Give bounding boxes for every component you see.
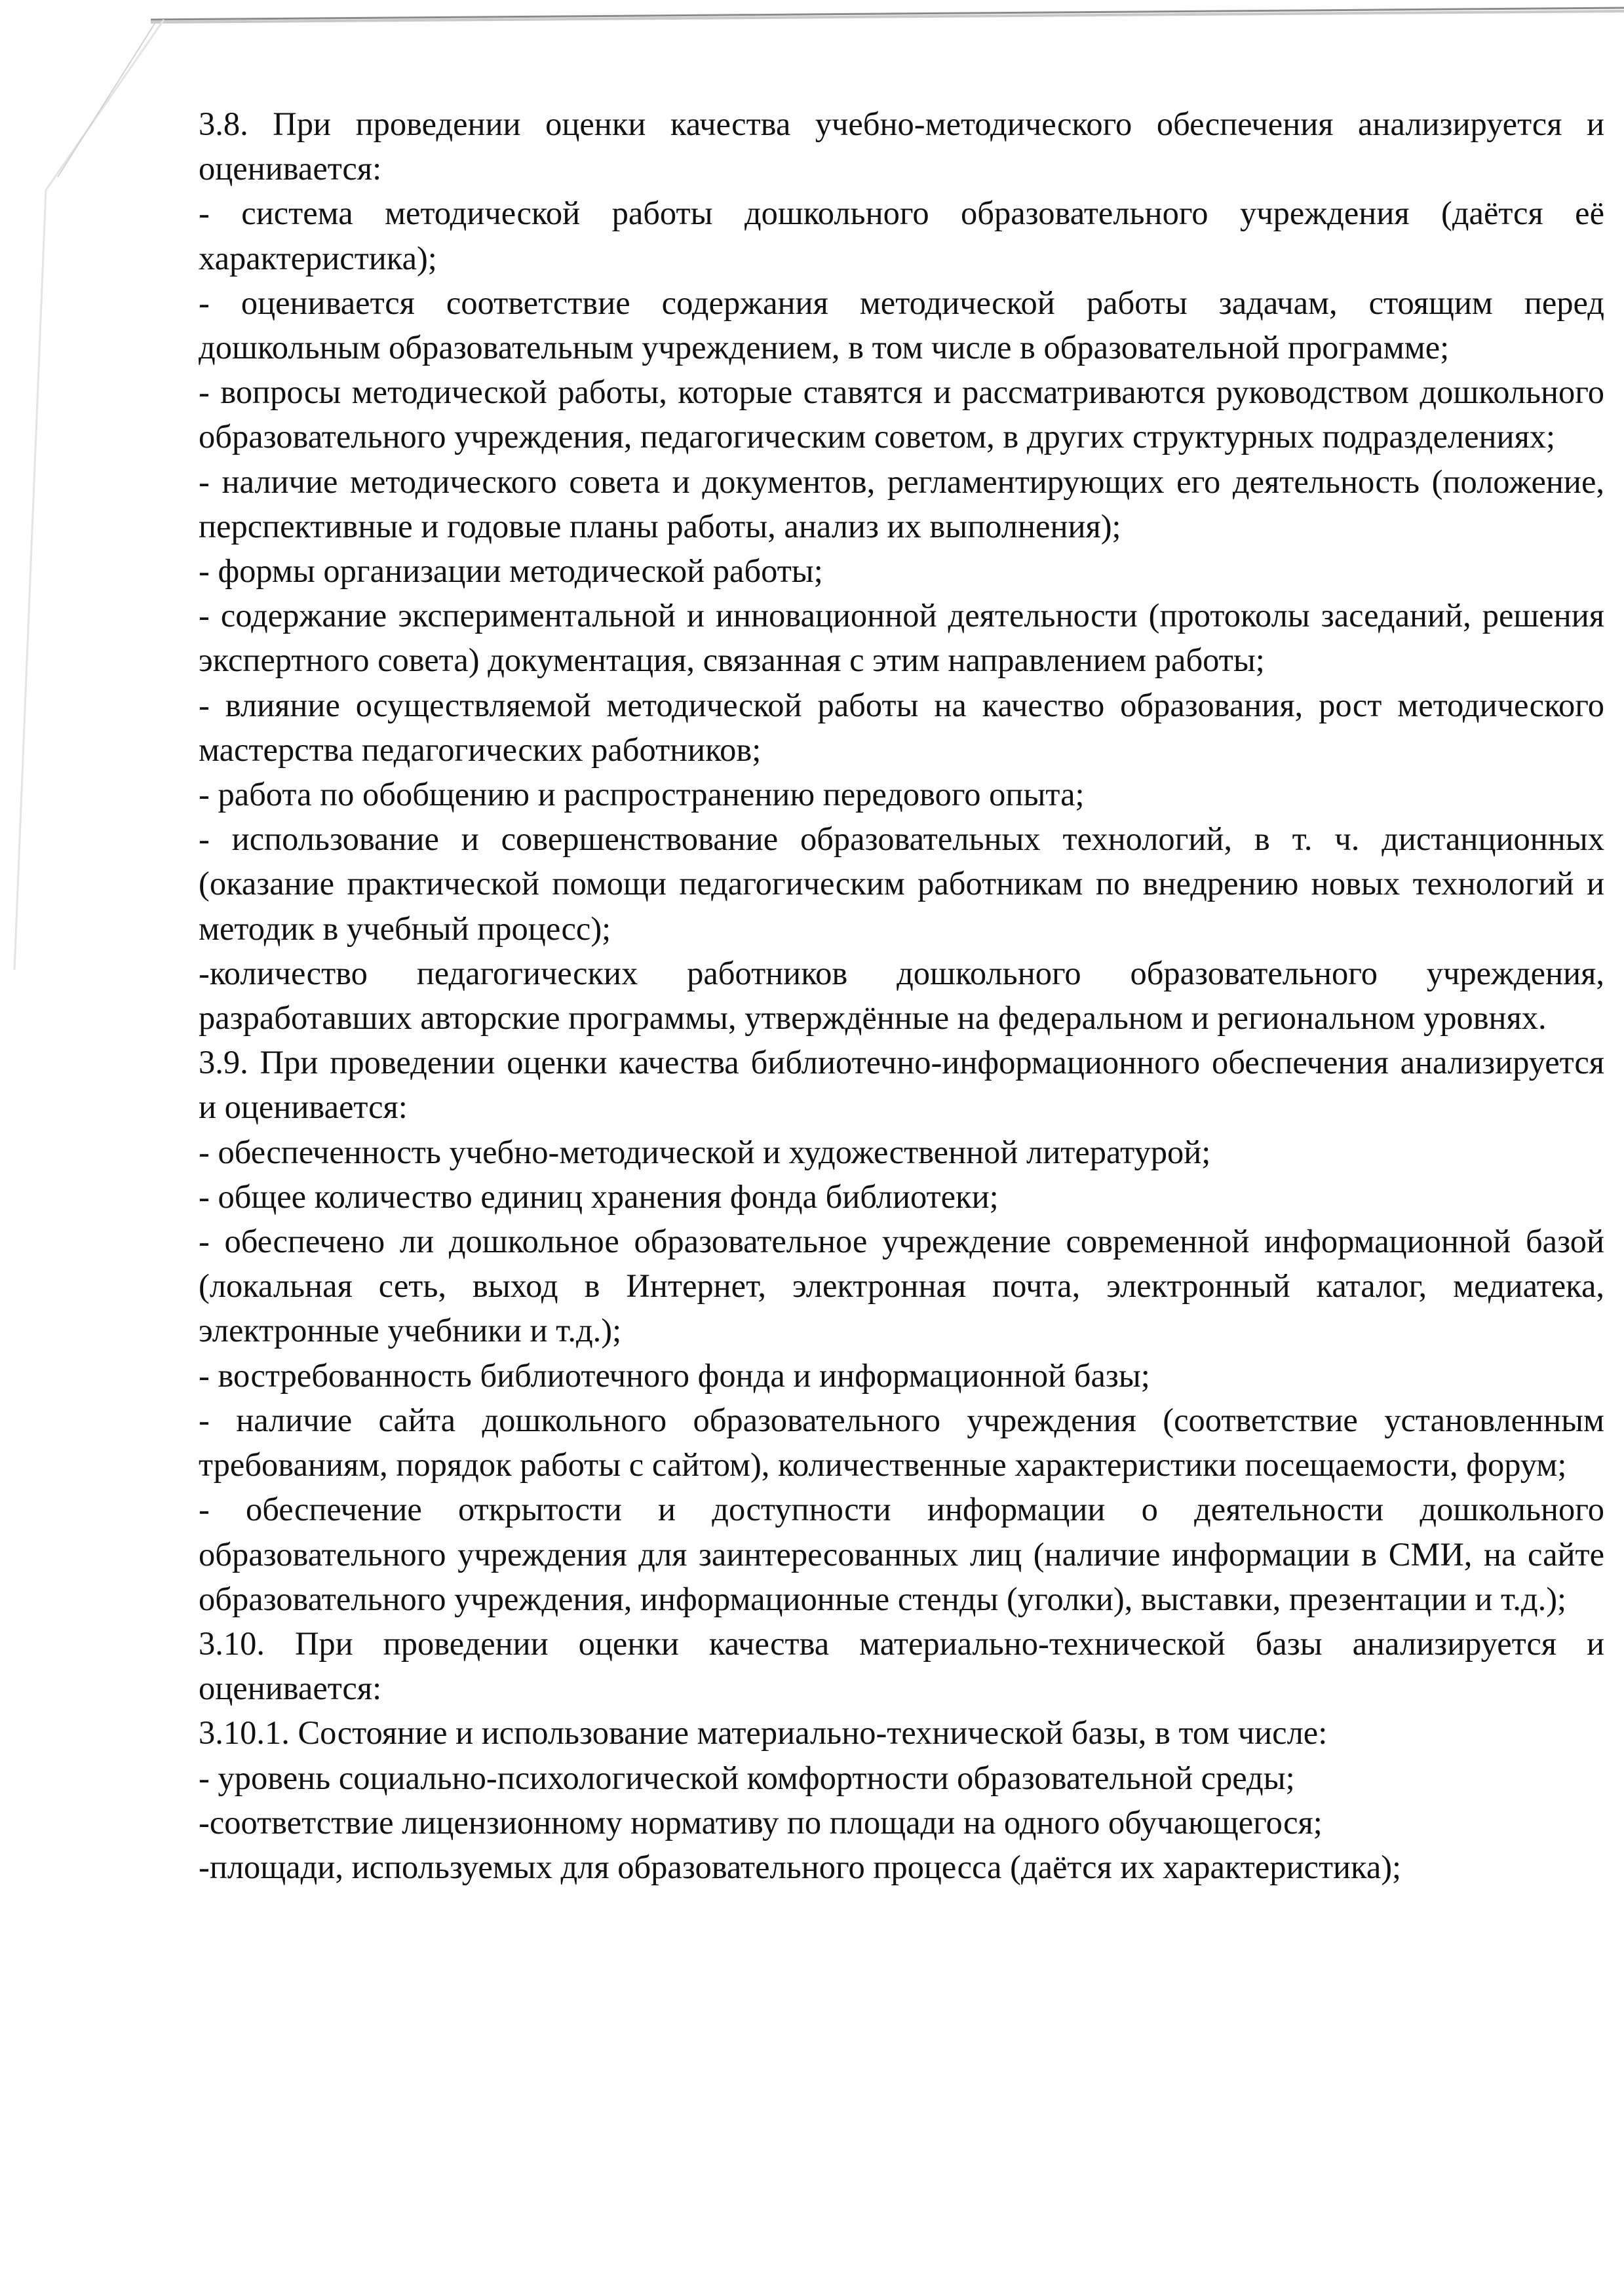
list-item-library-units: - общее количество единиц хранения фонда библиотеки; [199,1178,999,1215]
list-item-information-openness: - обеспечение открытости и доступности информации о деятельности дошкольного образовательного учреждения для заинтересованных лиц (наличие информации в СМИ, на сайте образовательного учреждения, информационные стенды (уголки), выставки, презентации и т.д.); [199,1491,1604,1617]
scan-top-edge [151,7,1624,24]
list-item-work-forms: - формы организации методической работы; [199,552,823,590]
list-item-literature-supply: - обеспеченность учебно-методической и художественной литературой; [199,1133,1211,1170]
list-item-methodical-council: - наличие методического совета и документов, регламентирующих его деятельность (положение, перспективные и годовые планы работы, анализ их выполнения); [199,463,1604,545]
list-item-area-norm: -соответствие лицензионному нормативу по площади на одного обучающегося; [199,1803,1323,1841]
list-item-methodical-system: - система методической работы дошкольного образовательного учреждения (даётся её характеристика); [199,195,1604,277]
scan-left-edge [0,0,170,983]
list-item-areas-used: -площади, используемых для образовательного процесса (даётся их характеристика); [199,1848,1402,1885]
paragraph-3-10-heading: 3.10. При проведении оценки качества материально-технической базы анализируется и оценивается: [199,1625,1604,1707]
list-item-influence-on-quality: - влияние осуществляемой методической работы на качество образования, рост методического мастерства педагогических работников; [199,686,1604,768]
list-item-information-base: - обеспечено ли дошкольное образовательное учреждение современной информационной базой (локальная сеть, выход в Интернет, электронная почта, электронный каталог, медиатека, электронные учебники и т.д.); [199,1223,1604,1349]
list-item-experience-sharing: - работа по обобщению и распространению передового опыта; [199,776,1085,813]
paragraph-3-8-heading: 3.8. При проведении оценки качества учебно-методического обеспечения анализируется и оценивается: [199,106,1604,187]
document-body [199,102,1604,1889]
list-item-comfort-level: - уровень социально-психологической комфортности образовательной среды; [199,1759,1295,1796]
list-item-library-demand: - востребованность библиотечного фонда и информационной базы; [199,1356,1150,1394]
list-item-content-compliance: - оценивается соответствие содержания методической работы задачам, стоящим перед дошкольным образовательным учреждением, в том числе в образовательной программе; [199,284,1604,366]
list-item-methodical-questions: - вопросы методической работы, которые ставятся и рассматриваются руководством дошкольного образовательного учреждения, педагогическим советом, в других структурных подразделениях; [199,374,1604,455]
list-item-website: - наличие сайта дошкольного образовательного учреждения (соответствие установленным требованиям, порядок работы с сайтом), количественные характеристики посещаемости, форум; [199,1401,1604,1484]
paragraph-3-9-heading: 3.9. При проведении оценки качества библиотечно-информационного обеспечения анализируется и оценивается: [199,1044,1604,1126]
list-item-educational-technologies: - использование и совершенствование образовательных технологий, в т. ч. дистанционных (оказание практической помощи педагогическим работникам по внедрению новых технологий и методик в учебный процесс); [199,820,1604,947]
paragraph-3-10-1: 3.10.1. Состояние и использование материально-технической базы, в том числе: [199,1714,1328,1752]
list-item-author-programs: -количество педагогических работников дошкольного образовательного учреждения, разработавших авторские программы, утверждённые на федеральном и региональном уровнях. [199,954,1604,1037]
list-item-experimental-activity: - содержание экспериментальной и инновационной деятельности (протоколы заседаний, решения экспертного совета) документация, связанная с этим направлением работы; [199,597,1604,679]
